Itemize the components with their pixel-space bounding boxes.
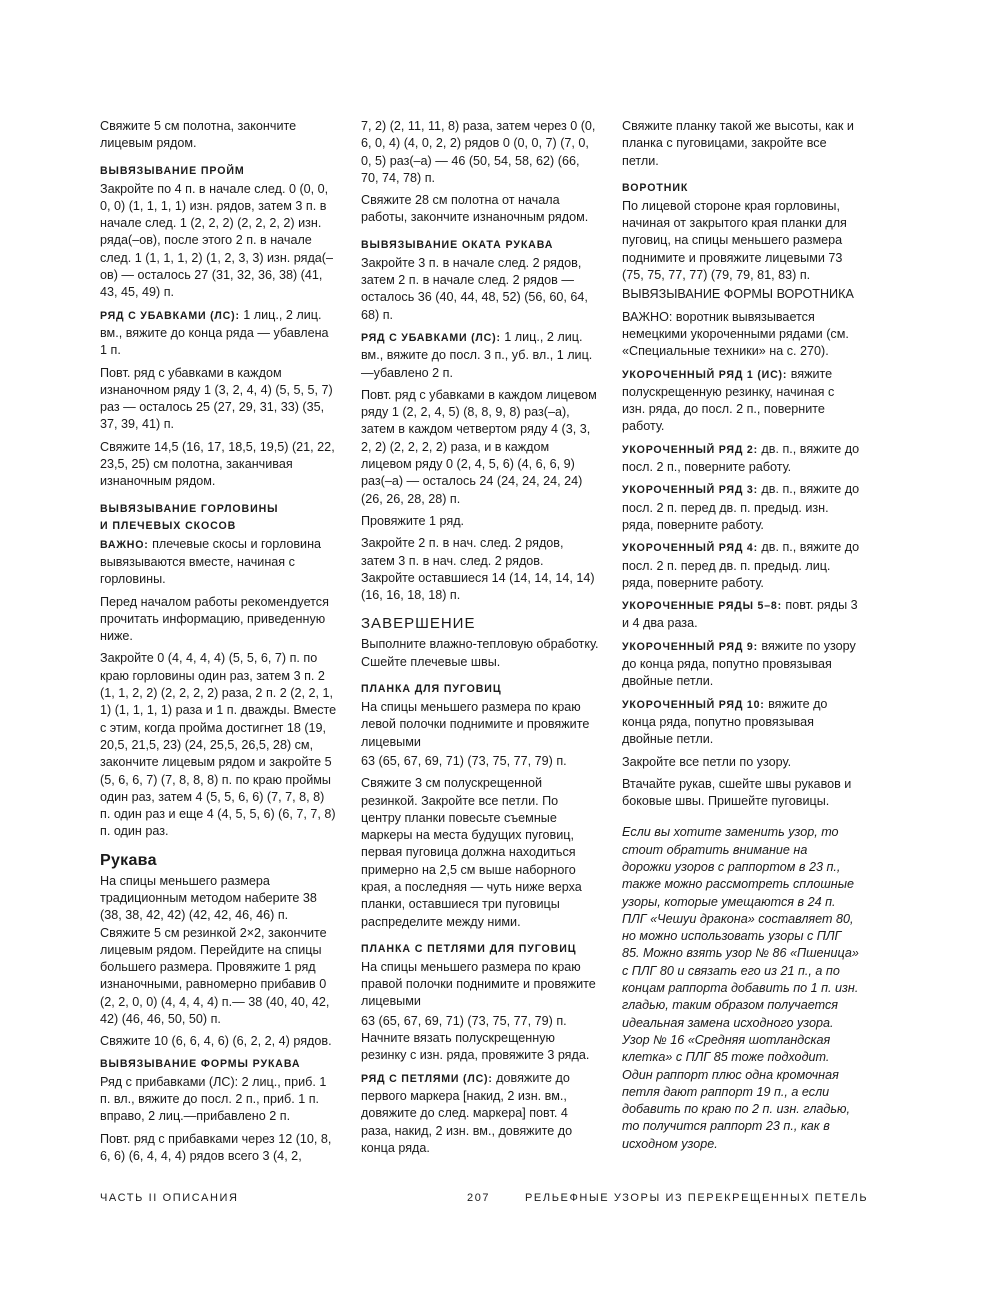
italic-note: Если вы хотите заменить узор, то стоит обратить внимание на дорожки узоров с раппортом в 23 п., также можно рассмотреть сплошные узоры, которые умещаются в 24 п. ПЛГ «Чешуи дракона» составляет 80, но можно использовать узоры с ПЛГ 85. Можно взять узор № 86 «Пшеница» с ПЛГ 80 и связать его из 21 п., а по концам раппорта добавить по 1 п. изн. гладью, таким образом получается идеальная замена исходного узора. Узор № 16 «Средняя шотландская клетка» с ПЛГ 85 тоже подходит. Один раппорт плюс одна кромочная петля дают раппорт 19 п., а если добавить по краю по 2 п. изн. гладью, то получится раппорт 23 п., как в исходном узоре. (622, 825, 859, 1151)
footer-chapter-title: РЕЛЬЕФНЫЕ УЗОРЫ ИЗ ПЕРЕКРЕЩЕННЫХ ПЕТЕЛЬ (525, 1192, 869, 1204)
text-column-2 (361, 118, 599, 1162)
paragraph: Свяжите планку такой же высоты, как и планка с пуговицами, закройте все петли. (622, 119, 854, 168)
paragraph: Повт. ряд с прибавками через 12 (10, 8, 6, 6) (6, 4, 4, 4) рядов всего 3 (4, 2, (100, 1131, 332, 1163)
row-text: дв. п., вяжите до посл. 2 п., поверните работу. (622, 441, 860, 475)
subheading-button-band: ПЛАНКА ДЛЯ ПУГОВИЦ (361, 683, 502, 696)
paragraph (622, 597, 860, 633)
row-text: 1 лиц., 2 лиц. вм., вяжите до конца ряда — убавлена 1 п. (100, 307, 329, 358)
row-label: УКОРОЧЕННЫЙ РЯД 9: (622, 640, 758, 653)
row-label: РЯД С УБАВКАМИ (ЛС): (361, 331, 501, 344)
paragraph (100, 307, 338, 360)
row-label: УКОРОЧЕННЫЙ РЯД 1 (ИС): (622, 368, 788, 381)
paragraph: Повт. ряд с убавками в каждом лицевом ряду 1 (2, 2, 4, 5) (8, 8, 9, 8) раз(–а), затем в каждом четвертом ряду 4 (3, 3, 2, 2) (2, 2, 2, 2) раза, и в каждом лицевом ряду 0 (2, 4, 5, 6) (4, 6, 6, 9) раз(–а) — осталось 24 (24, 24, 24, 24) (26, 26, 28, 28) п. (361, 387, 597, 506)
row-text: вяжите по узору до конца ряда, попутно провязывая двойные петли. (622, 638, 856, 689)
paragraph: ВЫВЯЗЫВАНИЕ ФОРМЫ ВОРОТНИКА (622, 287, 854, 302)
row-label: УКОРОЧЕННЫЙ РЯД 3: (622, 484, 758, 497)
paragraph (622, 539, 860, 592)
section-title-finishing: ЗАВЕРШЕНИЕ (361, 615, 476, 633)
paragraph (622, 481, 860, 534)
paragraph: Перед началом работы рекомендуется прочитать информацию, приведенную ниже. (100, 594, 329, 644)
paragraph: Закройте 3 п. в начале след. 2 рядов, затем 2 п. в начале след. 2 рядов — осталось 36 (40, 44, 48, 52) (56, 60, 64, 68) п. (361, 255, 588, 322)
paragraph: Втачайте рукав, сшейте швы рукавов и боковые швы. Пришейте пуговицы. (622, 776, 852, 809)
paragraph: ВАЖНО: воротник вывязывается немецкими укороченными рядами (см. «Специальные техники» на с. 270). (622, 309, 849, 359)
page-number: 207 (467, 1192, 491, 1204)
paragraph: Закройте 0 (4, 4, 4, 4) (5, 5, 6, 7) п. по краю горловины один раз, затем 3 п. 2 (1, 1, 2, 2) (2, 2, 2, 2) раза, 2 п. 2 (2, 2, 1, 1) (1, 1, 1, 1) раза и 1 п. дважды. Вместе с этим, когда пройма достигнет 18 (19, 20,5, 21,5, 23) (24, 25,5, 26,5, 28) см, закончите лицевым рядом и закройте 5 (5, 6, 6, 7) (7, 8, 8, 8) п. по краю проймы один раз, затем 4 (5, 5, 6, 6) (7, 7, 8, 8) п. один раз и еще 4 (4, 5, 5, 6) (6, 7, 7, 8) п. один раз. (100, 651, 337, 839)
paragraph (361, 329, 599, 382)
paragraph (622, 441, 860, 477)
subheading-buttonhole-band: ПЛАНКА С ПЕТЛЯМИ ДЛЯ ПУГОВИЦ (361, 942, 577, 955)
text-column-1 (100, 118, 338, 1170)
paragraph (622, 638, 860, 691)
paragraph: Закройте все петли по узору. (622, 754, 792, 769)
subheading-shoulders: И ПЛЕЧЕВЫХ СКОСОВ (100, 519, 237, 532)
paragraph: Свяжите 14,5 (16, 17, 18,5, 19,5) (21, 22, 23,5, 25) см полотна, заканчивая изнаночным рядом. (100, 439, 335, 489)
row-text: вяжите до конца ряда, попутно провязывая двойные петли. (622, 696, 828, 747)
paragraph: На спицы меньшего размера традиционным методом наберите 38 (38, 38, 42, 42) (42, 42, 46, 46) п. Свяжите 5 см резинкой 2×2, закончите лицевым рядом. Перейдите на спицы большего размера. Провяжите 1 ряд изнаночными, равномерно прибавив 0 (2, 2, 0, 0) (4, 4, 4, 4) п.— 38 (40, 40, 42, 42) (46, 46, 50, 50) п. (100, 873, 330, 1027)
subheading-sleeve-shape: ВЫВЯЗЫВАНИЕ ФОРМЫ РУКАВА (100, 1057, 301, 1070)
paragraph: Свяжите 28 см полотна от начала работы, закончите изнаночным рядом. (361, 193, 589, 225)
paragraph (622, 696, 860, 749)
paragraph: Ряд с прибавками (ЛС): 2 лиц., приб. 1 п. вл., вяжите до посл. 2 п., приб. 1 п. вправо, 2 лиц.—прибавлено 2 п. (100, 1074, 327, 1124)
text-column-3 (622, 118, 860, 1158)
paragraph: Свяжите 5 см полотна, закончите лицевым рядом. (100, 119, 297, 151)
paragraph: По лицевой стороне края горловины, начиная от закрытого края планки для пуговиц, на спицы меньшего размера поднимите и провяжите лицевыми 73 (75, 75, 77, 77) (79, 79, 81, 83) п. (622, 198, 847, 283)
row-label: УКОРОЧЕННЫЙ РЯД 4: (622, 542, 758, 555)
section-title-sleeves: Рукава (100, 851, 157, 869)
row-label: УКОРОЧЕННЫЕ РЯДЫ 5–8: (622, 600, 782, 613)
paragraph: На спицы меньшего размера по краю правой полочки поднимите и провяжите лицевыми (361, 959, 596, 1009)
row-text: повт. ряды 3 и 4 два раза. (622, 598, 858, 631)
paragraph (100, 536, 338, 589)
paragraph: На спицы меньшего размера по краю левой полочки поднимите и провяжите лицевыми (361, 700, 590, 749)
row-label: РЯД С ПЕТЛЯМИ (ЛС): (361, 1072, 493, 1085)
paragraph: Закройте 2 п. в нач. след. 2 рядов, затем 3 п. в нач. след. 2 рядов. Закройте оставшиеся 14 (14, 14, 14, 14) (16, 16, 18, 18) п. (361, 536, 595, 603)
subheading-armhole: ВЫВЯЗЫВАНИЕ ПРОЙМ (100, 164, 245, 177)
paragraph: Провяжите 1 ряд. (361, 513, 465, 528)
important-text: плечевые скосы и горловина вывязываются вместе, начиная с горловины. (100, 536, 322, 587)
row-label: РЯД С УБАВКАМИ (ЛС): (100, 309, 240, 322)
paragraph: 63 (65, 67, 69, 71) (73, 75, 77, 79) п. (361, 753, 567, 768)
subheading-neck: ВЫВЯЗЫВАНИЕ ГОРЛОВИНЫ (100, 502, 279, 515)
row-text: вяжите полускрещенную резинку, начиная с изн. ряда, до посл. 2 п., поверните работу. (622, 366, 835, 434)
footer-section-title: ЧАСТЬ II ОПИСАНИЯ (100, 1192, 239, 1204)
row-text: дв. п., вяжите до посл. 2 п. перед дв. п. предыд. лиц. ряда, поверните работу. (622, 540, 860, 590)
paragraph: 7, 2) (2, 11, 11, 8) раза, затем через 0 (0, 6, 0, 4) (4, 0, 2, 2) рядов 0 (0, 0, 7) (7, 0, 0, 5) раз(–а) — 46 (50, 54, 58, 62) (66, 70, 74, 78) п. (361, 119, 596, 185)
row-text: довяжите до первого маркера [накид, 2 изн. вм., довяжите до след. маркера] повт. 4 раза, накид, 2 изн. вм., довяжите до конца ряда. (361, 1070, 573, 1155)
paragraph: Свяжите 3 см полускрещенной резинкой. Закройте все петли. По центру планки повесьте съемные маркеры на места будущих пуговиц, первая пуговица должна находиться примерно на 2,5 см выше наборного края, а последняя — чуть ниже верха планки, оставшиеся три пуговицы распределите между ними. (361, 776, 582, 929)
paragraph: 63 (65, 67, 69, 71) (73, 75, 77, 79) п. Начните вязать полускрещенную резинку с изн. ряда, провяжите 3 ряда. (361, 1013, 590, 1063)
paragraph (361, 1070, 599, 1157)
paragraph: Закройте по 4 п. в начале след. 0 (0, 0, 0, 0) (1, 1, 1, 1) изн. рядов, затем 3 п. в начале след. 1 (2, 2, 2) (2, 2, 2, 2) изн. ряда(–ов), после этого 2 п. в начале след. 1 (1, 1, 1, 2) (1, 2, 3, 3) изн. ряда(–ов) — осталось 27 (31, 32, 36, 38) (41, 43, 45, 49) п. (100, 181, 334, 300)
subheading-collar: ВОРОТНИК (622, 181, 689, 194)
important-label: ВАЖНО: (100, 538, 149, 551)
subheading-sleeve-cap: ВЫВЯЗЫВАНИЕ ОКАТА РУКАВА (361, 238, 554, 251)
row-text: 1 лиц., 2 лиц. вм., вяжите до посл. 3 п., уб. вл., 1 лиц.—убавлено 2 п. (361, 329, 593, 380)
paragraph (622, 366, 860, 436)
paragraph: Свяжите 10 (6, 6, 4, 6) (6, 2, 2, 4) рядов. (100, 1034, 332, 1049)
row-label: УКОРОЧЕННЫЙ РЯД 10: (622, 698, 765, 711)
paragraph: Повт. ряд с убавками в каждом изнаночном ряду 1 (3, 2, 4, 4) (5, 5, 5, 7) раз — осталось 25 (27, 29, 31, 33) (35, 37, 39, 41) п. (100, 365, 333, 432)
row-text: дв. п., вяжите до посл. 2 п. перед дв. п. предыд. изн. ряда, поверните работу. (622, 482, 860, 532)
row-label: УКОРОЧЕННЫЙ РЯД 2: (622, 443, 758, 456)
paragraph: Выполните влажно-тепловую обработку. Сшейте плечевые швы. (361, 637, 599, 669)
